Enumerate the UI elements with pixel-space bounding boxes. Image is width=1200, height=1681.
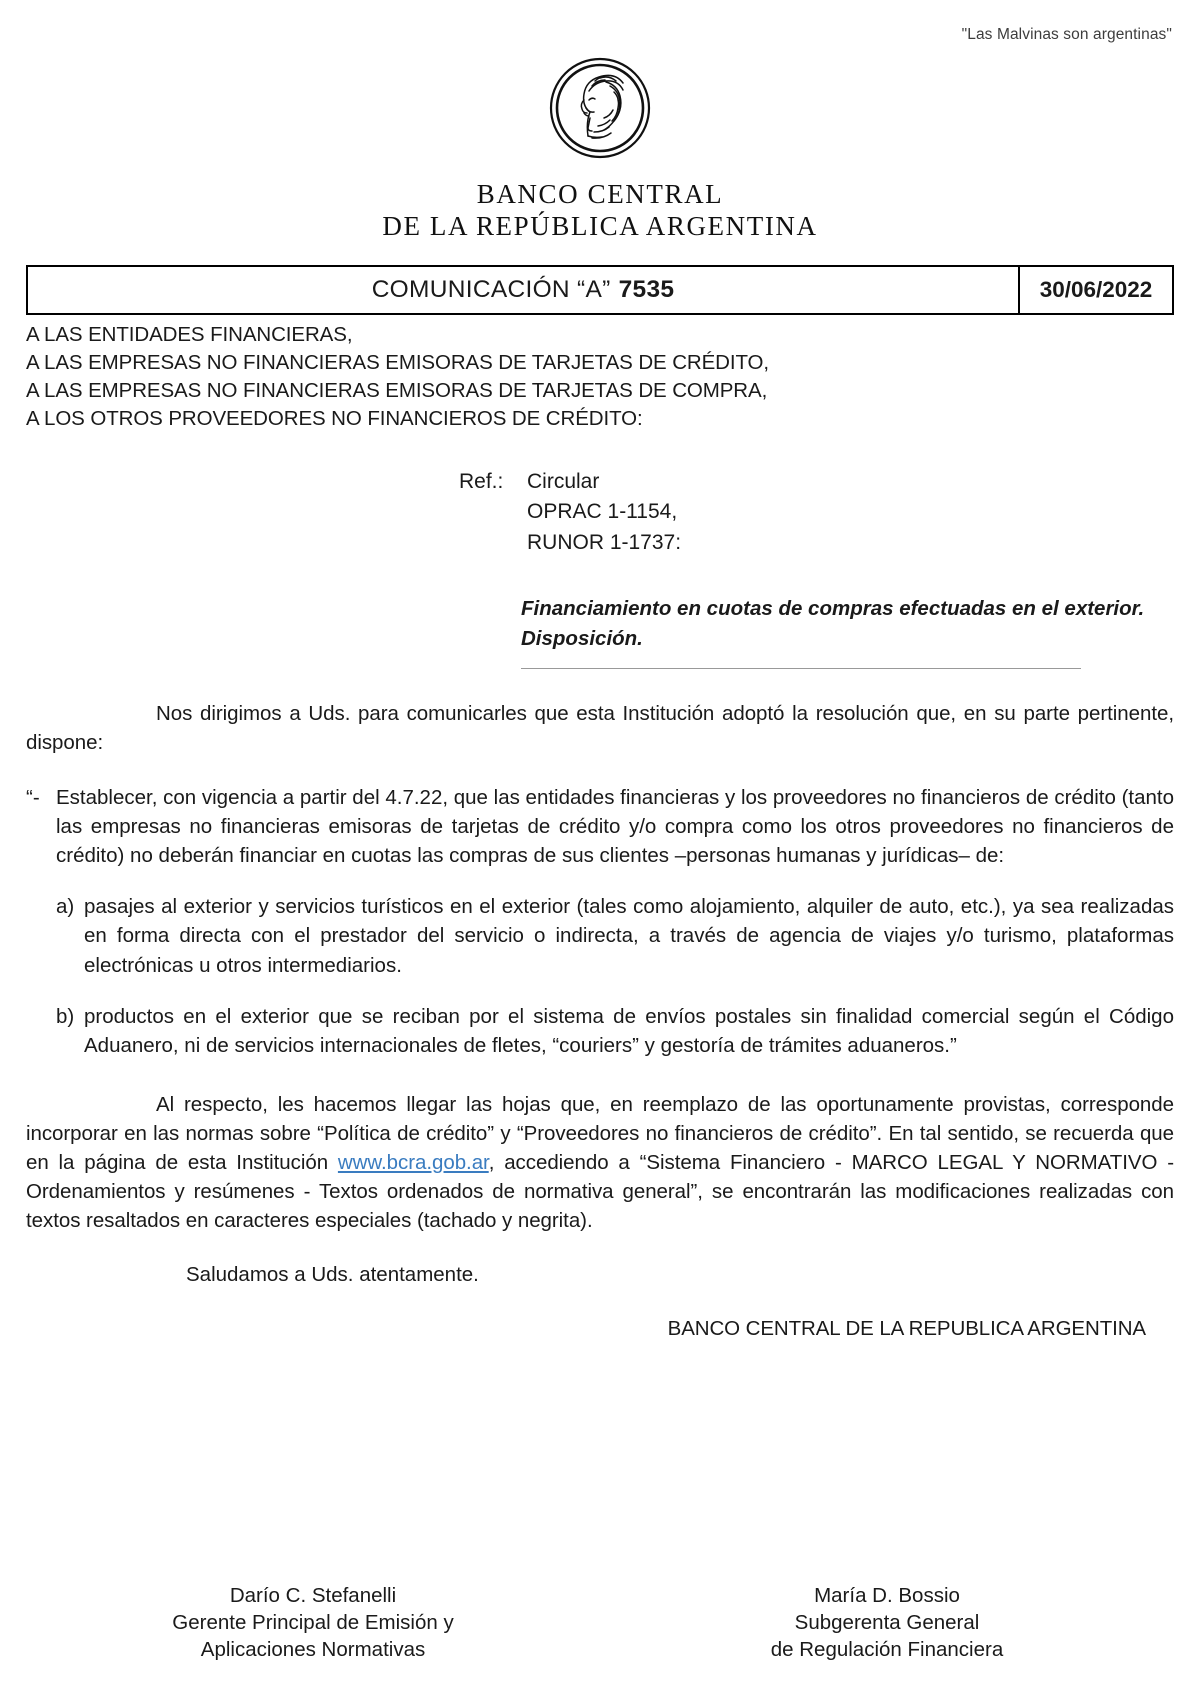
- closing-text-part2: , accediendo a “Sistema Financiero - MARCO LEGAL Y NORMATIVO - Ordenamientos y resúmenes - Textos ordenados de normativa general”, se encontrarán las modificaciones realizadas con textos resaltados en caracteres especiales (tachado y negrita).: [26, 1151, 1174, 1233]
- signatory-right: [600, 1582, 1174, 1663]
- list-item: [56, 1002, 1174, 1060]
- reference-label: Ref.:: [459, 470, 504, 494]
- subject-line: Financiamiento en cuotas de compras efectuadas en el exterior. Disposición.: [521, 597, 1145, 651]
- communication-date: 30/06/2022: [1018, 267, 1172, 313]
- reference-first-line: [459, 467, 1174, 497]
- clause-text: Establecer, con vigencia a partir del 4.7.22, que las entidades financieras y los proveedores no financieros de crédito (tanto las empresas no financieras emisoras de tarjetas de crédito y/o compra como los otros proveedores no financieros de crédito) no deberán financiar en cuotas las compras de sus clientes –personas humanas y jurídicas– de:: [56, 786, 1174, 868]
- closing-paragraph: [26, 1090, 1174, 1236]
- letterhead: [26, 56, 1174, 243]
- reference-block: [26, 467, 1174, 558]
- closing-text-part1: Al respecto, les hacemos llegar las hojas que, en reemplazo de las oportunamente provistas, corresponde incorporar en las normas sobre “Política de crédito” y “Proveedores no financieros de crédito”. En tal sentido, se recuerda que en la página de esta Institución: [26, 1092, 1174, 1175]
- bcra-liberty-head-seal-icon: [548, 56, 652, 160]
- addressee-line: A LAS EMPRESAS NO FINANCIERAS EMISORAS DE TARJETAS DE CRÉDITO,: [26, 350, 769, 374]
- communication-title: [28, 267, 1018, 313]
- subject-divider: [521, 668, 1081, 669]
- regards-line: Saludamos a Uds. atentamente.: [186, 1263, 479, 1287]
- signatory-title-line1: Subgerenta General: [794, 1610, 980, 1634]
- clause-establecer: [26, 783, 1174, 870]
- communication-label: COMUNICACIÓN “A”: [371, 275, 611, 303]
- slogan-row: [26, 0, 1174, 44]
- reference-line-1: Circular: [527, 470, 600, 494]
- signatory-title-line2: de Regulación Financiera: [770, 1637, 1004, 1661]
- communication-number: 7535: [618, 275, 675, 303]
- addressee-list: [26, 321, 1174, 433]
- signatory-name: Darío C. Stefanelli: [229, 1583, 397, 1607]
- bank-name-line2: DE LA REPÚBLICA ARGENTINA: [382, 210, 818, 241]
- reference-line-3: RUNOR 1-1737:: [527, 530, 682, 554]
- addressee-line: A LAS EMPRESAS NO FINANCIERAS EMISORAS DE TARJETAS DE COMPRA,: [26, 378, 768, 402]
- bank-name: [26, 179, 1174, 243]
- list-item-text: pasajes al exterior y servicios turísticos en el exterior (tales como alojamiento, alquiler de auto, etc.), ya sea realizadas en forma directa con el prestador del servicio o indirecta, a través de agencia de viajes y/o turismo, plataformas electrónicas u otros intermediarios.: [84, 895, 1174, 977]
- bcra-website-link[interactable]: www.bcra.gob.ar: [337, 1151, 489, 1175]
- list-item-marker: a): [56, 895, 75, 919]
- reference-line-2: OPRAC 1-1154,: [527, 500, 678, 524]
- list-item: [56, 892, 1174, 979]
- intro-paragraph: Nos dirigimos a Uds. para comunicarles que esta Institución adoptó la resolución que, en su parte pertinente, dispone:: [26, 701, 1174, 754]
- bank-name-line1: BANCO CENTRAL: [476, 179, 724, 209]
- addressee-line: A LOS OTROS PROVEEDORES NO FINANCIEROS DE CRÉDITO:: [26, 406, 643, 430]
- list-item-text: productos en el exterior que se reciban por el sistema de envíos postales sin finalidad comercial según el Código Aduanero, ni de servicios internacionales de fletes, “couriers” y gestoría de trámites aduaneros.”: [84, 1004, 1174, 1057]
- communication-title-box: [26, 265, 1174, 315]
- addressee-line: A LAS ENTIDADES FINANCIERAS,: [26, 322, 353, 346]
- signatory-name: María D. Bossio: [814, 1583, 960, 1607]
- signatory-left: [26, 1582, 600, 1663]
- signatory-title-line1: Gerente Principal de Emisión y: [172, 1610, 454, 1634]
- signature-block: [26, 1582, 1174, 1663]
- signatory-title-line2: Aplicaciones Normativas: [200, 1637, 426, 1661]
- malvinas-slogan: "Las Malvinas son argentinas": [961, 26, 1172, 43]
- organization-signature-line: BANCO CENTRAL DE LA REPUBLICA ARGENTINA: [667, 1317, 1146, 1341]
- clause-marker: “-: [26, 786, 40, 809]
- list-item-marker: b): [56, 1004, 75, 1028]
